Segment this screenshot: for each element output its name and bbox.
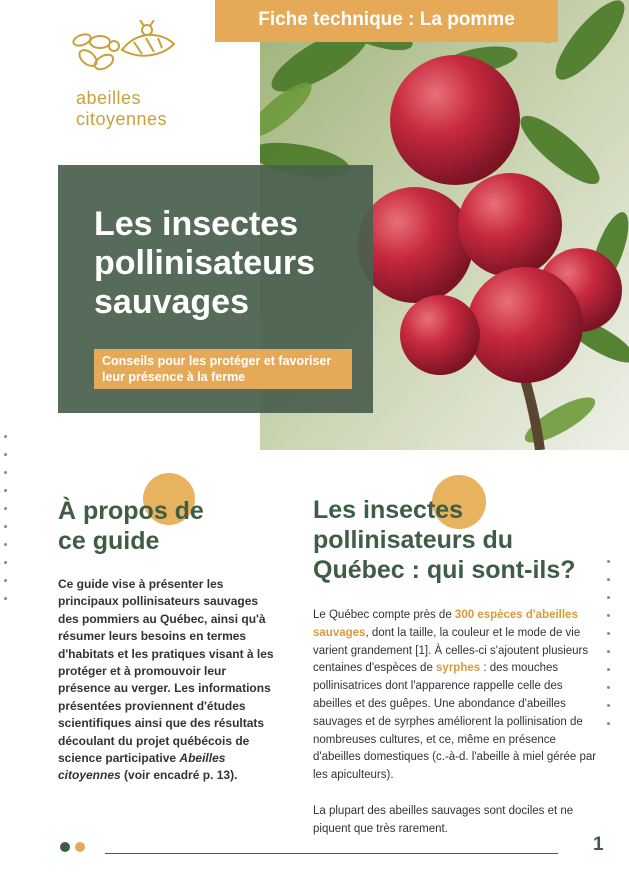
footer-rule bbox=[105, 853, 558, 854]
p1-text-c: : des mouches pollinisatrices dont l'apparence rappelle celle des abeilles et des guêpes. Une abondance d'abeilles sauvages et de syrphes améliorent la pollinisation de nombreuses cultures, et ce, même en présence d'abeilles domestiques (c.-à-d. l'abeille à miel gérée par les apiculteurs). bbox=[313, 662, 597, 782]
hero-subtitle: Conseils pour les protéger et favoriser leur présence à la ferme bbox=[94, 349, 352, 389]
about-guide-heading bbox=[58, 496, 204, 556]
pollinators-heading-line-2: pollinisateurs du bbox=[313, 526, 514, 554]
dot-grid-right bbox=[603, 553, 621, 733]
pollinators-heading-line-1: Les insectes bbox=[313, 496, 464, 524]
logo-wordmark bbox=[76, 88, 167, 130]
logo-line-1: abeilles bbox=[76, 88, 142, 108]
dot-grid-left bbox=[0, 428, 18, 608]
pollinators-body bbox=[313, 607, 603, 857]
p1-text-a: Le Québec compte près de bbox=[313, 609, 455, 621]
about-heading-line-1: À propos de bbox=[58, 497, 204, 525]
about-heading-line-2: ce guide bbox=[58, 527, 160, 555]
bee-flower-logo-icon bbox=[62, 20, 192, 90]
p1-highlight-syrphes: syrphes bbox=[436, 662, 481, 675]
pollinators-heading bbox=[313, 495, 576, 585]
hero-title: Les insectes pollinisateurs sauvages bbox=[94, 205, 316, 321]
about-guide-body bbox=[58, 576, 280, 785]
document-type-tag: Fiche technique : La pomme bbox=[215, 0, 558, 42]
footer-dot-green bbox=[60, 842, 70, 852]
about-body-end: (voir encadré p. 13). bbox=[120, 768, 238, 783]
page-number: 1 bbox=[593, 834, 604, 855]
pollinators-heading-line-3: Québec : qui sont-ils? bbox=[313, 556, 576, 584]
hero-box bbox=[58, 165, 373, 413]
p1-highlight-bees: 300 espèces d'abeilles sauvages bbox=[313, 609, 578, 639]
pollinators-paragraph-2: La plupart des abeilles sauvages sont dociles et ne piquent que très rarement. bbox=[313, 804, 574, 835]
about-body-project-name: Abeilles citoyennes bbox=[58, 751, 226, 783]
footer-dot-orange bbox=[75, 842, 85, 852]
p1-text-b: , dont la taille, la couleur et le mode de vie varient grandement [1]. À celles-ci s'ajoutent plusieurs centaines d'espèces de bbox=[313, 626, 589, 675]
pollinators-paragraph-1 bbox=[313, 607, 603, 785]
logo-line-2: citoyennes bbox=[76, 109, 168, 129]
about-body-text: Ce guide vise à présenter les principaux pollinisateurs sauvages des pommiers au Québec, ainsi qu'à résumer leurs besoins en termes d'habitats et les pratiques visant à les protéger et à promouvoir leur présence au verger. Les informations présentées proviennent d'études scientifiques ainsi que des résultats découlant du projet québécois de science participative bbox=[58, 577, 274, 766]
